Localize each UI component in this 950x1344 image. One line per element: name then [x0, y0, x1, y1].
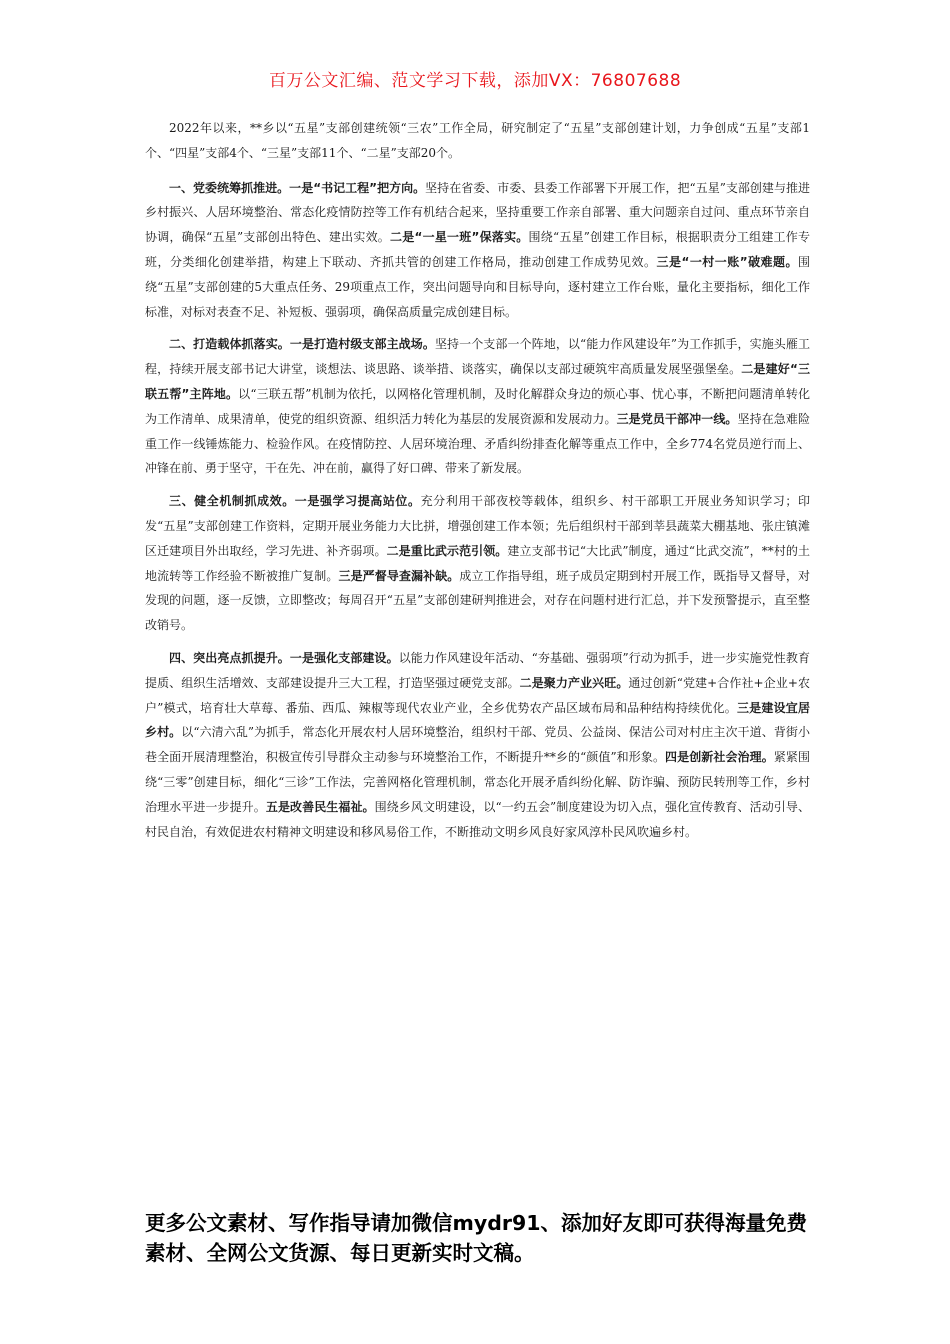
- section-2-paragraph: [145, 332, 810, 481]
- section-2-point-3-label: 三是党员干部冲一线。: [616, 411, 738, 426]
- page-header-banner: 百万公文汇编、范文学习下载，添加VX：76807688: [268, 71, 682, 91]
- section-4-point-5-label: 五是改善民生福祉。: [265, 799, 375, 814]
- section-1-point-1-text: 坚持在省委、市委、县委工作部署下开展工作，把“五星”支部创建与推进乡村振兴、人居环境整治、常态化疫情防控等工作有机结合起来，坚持重要工作亲自部署、重大问题亲自过问、重点环节亲自协调，确保“五星”支部创出特色、建出实效。: [145, 180, 810, 245]
- intro-paragraph: 2022年以来，**乡以“五星”支部创建统领“三农”工作全局，研究制定了“五星”支部创建计划，力争创成“五星”支部1个、“四星”支部4个、“三星”支部11个、“二星”支部20个。: [145, 121, 810, 160]
- section-4-point-4-label: 四是创新社会治理。: [665, 750, 774, 765]
- document-body: [145, 116, 810, 852]
- section-4-point-1-text: 以能力作风建设年活动、“夯基础、强弱项”行动为抓手，进一步实施党性教育提质、组织生活增效、支部建设提升三大工程，打造坚强过硬党支部。: [145, 650, 810, 690]
- section-3-point-3-text: 成立工作指导组，班子成员定期到村开展工作，既指导又督导，对发现的问题，逐一反馈，立即整改；每周召开“五星”支部创建研判推进会，对存在问题村进行汇总，并下发预警提示，直至整改销号。: [145, 568, 810, 633]
- section-4-point-3-label: 三是建设宜居乡村。: [145, 700, 810, 740]
- section-3-point-2-text: 建立支部书记“大比武”制度，通过“比武交流”，**村的土地流转等工作经验不断被推广复制。: [145, 543, 810, 583]
- section-2-point-1-text: 坚持一个支部一个阵地，以“能力作风建设年”为工作抓手，实施头雁工程，持续开展支部书记大讲堂，谈想法、谈思路、谈举措、谈落实，确保以支部过硬筑牢高质量发展坚强堡垒。: [145, 337, 810, 377]
- section-4-point-2-label: 二是聚力产业兴旺。: [519, 675, 629, 690]
- section-2-heading: 二、打造载体抓落实。: [169, 337, 290, 352]
- section-3-paragraph: [145, 489, 810, 638]
- section-2-point-2-text: 以“三联五帮”机制为依托，以网格化管理机制，及时化解群众身边的烦心事、忧心事，不断把问题清单转化为工作清单、成果清单，使党的组织资源、组织活力转化为基层的发展资源和发展动力。: [145, 386, 810, 426]
- section-4-paragraph: [145, 646, 810, 844]
- section-1-paragraph: [145, 176, 810, 325]
- section-3-point-1-text: 充分利用干部夜校等载体，组织乡、村干部职工开展业务知识学习；印发“五星”支部创建工作资料，定期开展业务能力大比拼，增强创建工作本领；先后组织村干部到莘县蔬菜大棚基地、张庄镇滩区迁建项目外出取经，学习先进、补齐弱项。: [145, 494, 810, 558]
- section-4-point-4-text: 紧紧围绕“三零”创建目标，细化“三诊”工作法，完善网格化管理机制，常态化开展矛盾纠纷化解、防诈骗、预防民转刑等工作，乡村治理水平进一步提升。: [145, 750, 810, 814]
- section-3-point-1-label: 一是强学习提高站位。: [294, 494, 421, 509]
- section-3-point-2-label: 二是重比武示范引领。: [386, 543, 508, 558]
- section-1-point-3-label: 三是“一村一账”破难题。: [656, 254, 798, 269]
- section-1-point-1-label: 一是“书记工程”把方向。: [289, 180, 426, 195]
- section-4-point-5-text: 围绕乡风文明建设，以“一约五会”制度建设为切入点，强化宣传教育、活动引导、村民自治，有效促进农村精神文明建设和移风易俗工作，不断推动文明乡风良好家风淳朴民风吹遍乡村。: [145, 799, 810, 839]
- section-3-heading: 三、健全机制抓成效。: [169, 494, 295, 509]
- section-4-point-2-text: 通过创新“党建+合作社+企业+农户”模式，培育壮大草莓、番茄、西瓜、辣椒等现代农业产业，全乡优势农产品区域布局和品种结构持续优化。: [145, 675, 810, 715]
- section-4-point-1-label: 一是强化支部建设。: [289, 650, 399, 665]
- footer-promo-text: 更多公文素材、写作指导请加微信mydr91、添加好友即可获得海量免费素材、全网公文货源、每日更新实时文稿。: [145, 1211, 808, 1265]
- section-1-point-2-label: 二是“一星一班”保落实。: [390, 230, 529, 245]
- section-2-point-2-label: 二是建好“三联五帮”主阵地。: [145, 362, 810, 401]
- section-2-point-3-text: 坚持在急难险重工作一线锤炼能力、检验作风。在疫情防控、人居环境治理、矛盾纠纷排查化解等重点工作中，全乡774名党员逆行而上、冲锋在前、勇于坚守，干在先、冲在前，赢得了好口碑、带来了新发展。: [145, 411, 810, 476]
- section-1-point-2-text: 围绕“五星”创建工作目标，根据职责分工组建工作专班，分类细化创建举措，构建上下联动、齐抓共管的创建工作格局，推动创建工作成势见效。: [145, 230, 811, 269]
- section-2-point-1-label: 一是打造村级支部主战场。: [289, 337, 435, 352]
- section-4-heading: 四、突出亮点抓提升。: [169, 650, 290, 665]
- section-1-heading: 一、党委统筹抓推进。: [169, 180, 290, 195]
- section-3-point-3-label: 三是严督导查漏补缺。: [338, 568, 460, 583]
- section-4-point-3-text: 以“六清六乱”为抓手，常态化开展农村人居环境整治，组织村干部、党员、公益岗、保洁公司对村庄主次干道、背街小巷全面开展清理整治，积极宣传引导群众主动参与环境整治工作，不断提升**乡的“颜值”和形象。: [145, 725, 810, 765]
- section-1-point-3-text: 围绕“五星”支部创建的5大重点任务、29项重点工作，突出问题导向和目标导向，逐村建立工作台账，量化主要指标，细化工作标准，对标对表查不足、补短板、强弱项，确保高质量完成创建目标。: [145, 254, 810, 319]
